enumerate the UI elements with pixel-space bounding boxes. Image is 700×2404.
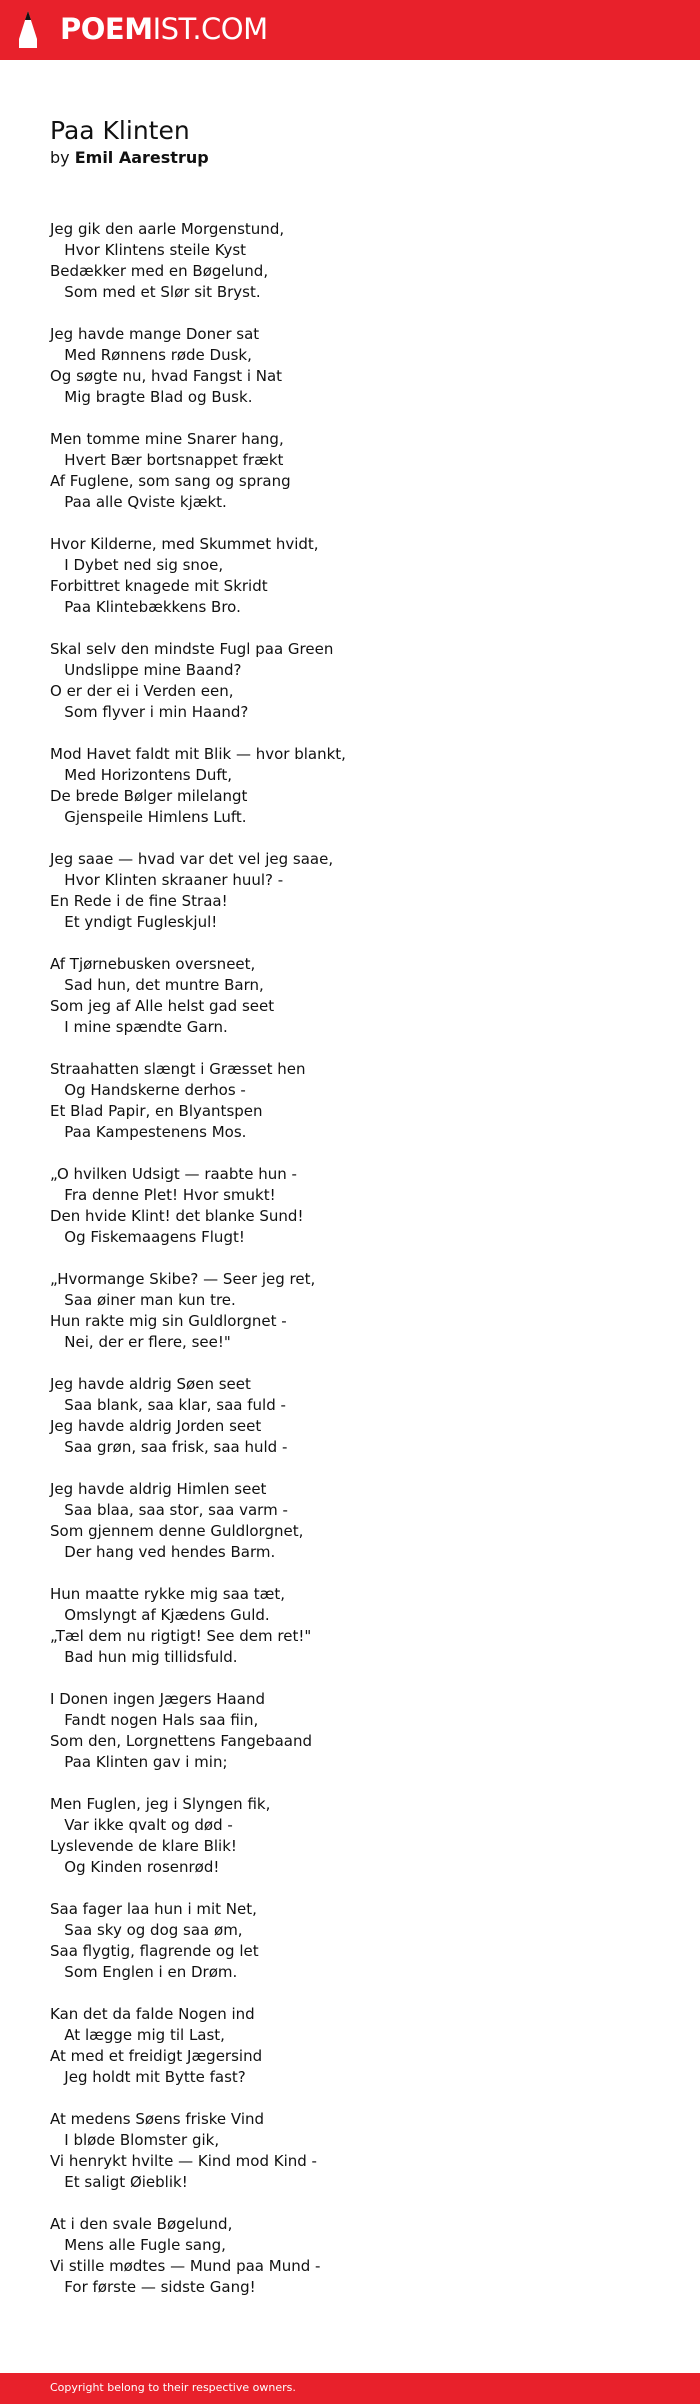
poem-line: Jeg havde aldrig Jorden seet xyxy=(50,1417,262,1435)
poem-line: „O hvilken Udsigt — raabte hun - xyxy=(50,1165,297,1183)
poem-line: Saa blaa, saa stor, saa varm - xyxy=(50,1501,288,1519)
poem-line: Hun maatte rykke mig saa tæt, xyxy=(50,1585,285,1603)
stanza xyxy=(50,1689,650,1773)
poem-line: Jeg gik den aarle Morgenstund, xyxy=(50,220,285,238)
logo-bold-text: POEM xyxy=(60,12,153,46)
stanza xyxy=(50,1374,650,1458)
poem-line: Hun rakte mig sin Guldlorgnet - xyxy=(50,1312,287,1330)
poem-title: Paa Klinten xyxy=(50,116,190,145)
poem-line: Mod Havet faldt mit Blik — hvor blankt, xyxy=(50,745,346,763)
site-footer xyxy=(0,2373,700,2404)
poem-line: I Donen ingen Jægers Haand xyxy=(50,1690,265,1708)
poem-line: Men Fuglen, jeg i Slyngen fik, xyxy=(50,1795,271,1813)
poem-line: Undslippe mine Baand? xyxy=(50,661,242,679)
poem-line: Men tomme mine Snarer hang, xyxy=(50,430,284,448)
poem-line: Et yndigt Fugleskjul! xyxy=(50,913,218,931)
stanza xyxy=(50,1059,650,1143)
poem-line: „Hvormange Skibe? — Seer jeg ret, xyxy=(50,1270,316,1288)
poem-line: Som med et Slør sit Bryst. xyxy=(50,283,261,301)
poem-line: Bedækker med en Bøgelund, xyxy=(50,262,269,280)
poem-line: En Rede i de fine Straa! xyxy=(50,892,228,910)
stanza xyxy=(50,1584,650,1668)
poem-line: Omslyngt af Kjædens Guld. xyxy=(50,1606,270,1624)
poem-line: Bad hun mig tillidsfuld. xyxy=(50,1648,238,1666)
poem-line: Og Kinden rosenrød! xyxy=(50,1858,220,1876)
poem-line: Var ikke qvalt og død - xyxy=(50,1816,233,1834)
site-header xyxy=(0,0,700,60)
poem-line: Mig bragte Blad og Busk. xyxy=(50,388,253,406)
poem-line: Hvor Kilderne, med Skummet hvidt, xyxy=(50,535,319,553)
poem-byline xyxy=(50,148,209,168)
poem-line: Af Fuglene, som sang og sprang xyxy=(50,472,291,490)
poem-line: Hvert Bær bortsnappet frækt xyxy=(50,451,284,469)
stanza xyxy=(50,1164,650,1248)
by-label: by xyxy=(50,148,70,167)
poem-line: Vi stille mødtes — Mund paa Mund - xyxy=(50,2257,321,2275)
poem-line: At i den svale Bøgelund, xyxy=(50,2215,233,2233)
logo-rest-text: IST.COM xyxy=(152,12,268,46)
poem-line: I mine spændte Garn. xyxy=(50,1018,228,1036)
stanza xyxy=(50,1794,650,1878)
poem-line: Med Rønnens røde Dusk, xyxy=(50,346,252,364)
poem-line: Som den, Lorgnettens Fangebaand xyxy=(50,1732,313,1750)
poem-line: De brede Bølger milelangt xyxy=(50,787,248,805)
poem-line: Fra denne Plet! Hvor smukt! xyxy=(50,1186,276,1204)
stanza xyxy=(50,2109,650,2193)
poem-body xyxy=(50,219,650,2319)
poem-line: Saa øiner man kun tre. xyxy=(50,1291,236,1309)
poem-line: Og søgte nu, hvad Fangst i Nat xyxy=(50,367,283,385)
stanza xyxy=(50,219,650,303)
poem-line: Fandt nogen Hals saa fiin, xyxy=(50,1711,259,1729)
poem-line: Og Fiskemaagens Flugt! xyxy=(50,1228,245,1246)
pencil-icon[interactable] xyxy=(18,9,38,49)
poem-line: Sad hun, det muntre Barn, xyxy=(50,976,264,994)
stanza xyxy=(50,2004,650,2088)
poem-line: Som Englen i en Drøm. xyxy=(50,1963,238,1981)
poem-line: Lyslevende de klare Blik! xyxy=(50,1837,237,1855)
poem-line: Vi henrykt hvilte — Kind mod Kind - xyxy=(50,2152,317,2170)
poem-line: Saa sky og dog saa øm, xyxy=(50,1921,243,1939)
poem-line: Jeg havde mange Doner sat xyxy=(50,325,260,343)
stanza xyxy=(50,954,650,1038)
poem-line: Saa blank, saa klar, saa fuld - xyxy=(50,1396,286,1414)
stanza xyxy=(50,534,650,618)
poem-line: Den hvide Klint! det blanke Sund! xyxy=(50,1207,304,1225)
poem-line: Nei, der er flere, see!" xyxy=(50,1333,231,1351)
poem-line: At medens Søens friske Vind xyxy=(50,2110,265,2128)
poem-line: Paa Klintebækkens Bro. xyxy=(50,598,241,616)
poem-line: Der hang ved hendes Barm. xyxy=(50,1543,276,1561)
poem-author[interactable]: Emil Aarestrup xyxy=(74,148,209,167)
poem-line: Paa Kampestenens Mos. xyxy=(50,1123,247,1141)
stanza xyxy=(50,849,650,933)
poem-line: Mens alle Fugle sang, xyxy=(50,2236,226,2254)
poem-line: Med Horizontens Duft, xyxy=(50,766,233,784)
poem-line: Paa alle Qviste kjækt. xyxy=(50,493,227,511)
poem-line: Som jeg af Alle helst gad seet xyxy=(50,997,275,1015)
site-logo[interactable] xyxy=(60,12,268,46)
poem-line: Et saligt Øieblik! xyxy=(50,2173,188,2191)
poem-line: Saa fager laa hun i mit Net, xyxy=(50,1900,257,1918)
poem-line: Af Tjørnebusken oversneet, xyxy=(50,955,256,973)
poem-line: Forbittret knagede mit Skridt xyxy=(50,577,268,595)
stanza xyxy=(50,639,650,723)
poem-line: Jeg havde aldrig Søen seet xyxy=(50,1375,251,1393)
poem-line: Og Handskerne derhos - xyxy=(50,1081,246,1099)
poem-line: O er der ei i Verden een, xyxy=(50,682,234,700)
stanza xyxy=(50,324,650,408)
poem-line: Gjenspeile Himlens Luft. xyxy=(50,808,247,826)
poem-line: I bløde Blomster gik, xyxy=(50,2131,220,2149)
poem-line: At lægge mig til Last, xyxy=(50,2026,225,2044)
stanza xyxy=(50,1479,650,1563)
poem-line: Straahatten slængt i Græsset hen xyxy=(50,1060,306,1078)
poem-line: Skal selv den mindste Fugl paa Green xyxy=(50,640,334,658)
stanza xyxy=(50,1269,650,1353)
poem-line: Jeg saae — hvad var det vel jeg saae, xyxy=(50,850,334,868)
poem-line: Kan det da falde Nogen ind xyxy=(50,2005,255,2023)
poem-line: At med et freidigt Jægersind xyxy=(50,2047,263,2065)
poem-line: Hvor Klinten skraaner huul? - xyxy=(50,871,284,889)
poem-line: Som flyver i min Haand? xyxy=(50,703,249,721)
poem-line: Jeg holdt mit Bytte fast? xyxy=(50,2068,246,2086)
stanza xyxy=(50,2214,650,2298)
copyright-text: Copyright belong to their respective owners. xyxy=(50,2381,296,2394)
poem-line: Paa Klinten gav i min; xyxy=(50,1753,228,1771)
poem-line: Saa grøn, saa frisk, saa huld - xyxy=(50,1438,288,1456)
poem-line: For første — sidste Gang! xyxy=(50,2278,256,2296)
poem-line: „Tæl dem nu rigtigt! See dem ret!" xyxy=(50,1627,312,1645)
poem-line: Jeg havde aldrig Himlen seet xyxy=(50,1480,267,1498)
poem-line: Hvor Klintens steile Kyst xyxy=(50,241,247,259)
stanza xyxy=(50,429,650,513)
stanza xyxy=(50,1899,650,1983)
poem-line: Som gjennem denne Guldlorgnet, xyxy=(50,1522,304,1540)
poem-line: Saa flygtig, flagrende og let xyxy=(50,1942,259,1960)
stanza xyxy=(50,744,650,828)
poem-line: I Dybet ned sig snoe, xyxy=(50,556,224,574)
poem-line: Et Blad Papir, en Blyantspen xyxy=(50,1102,263,1120)
